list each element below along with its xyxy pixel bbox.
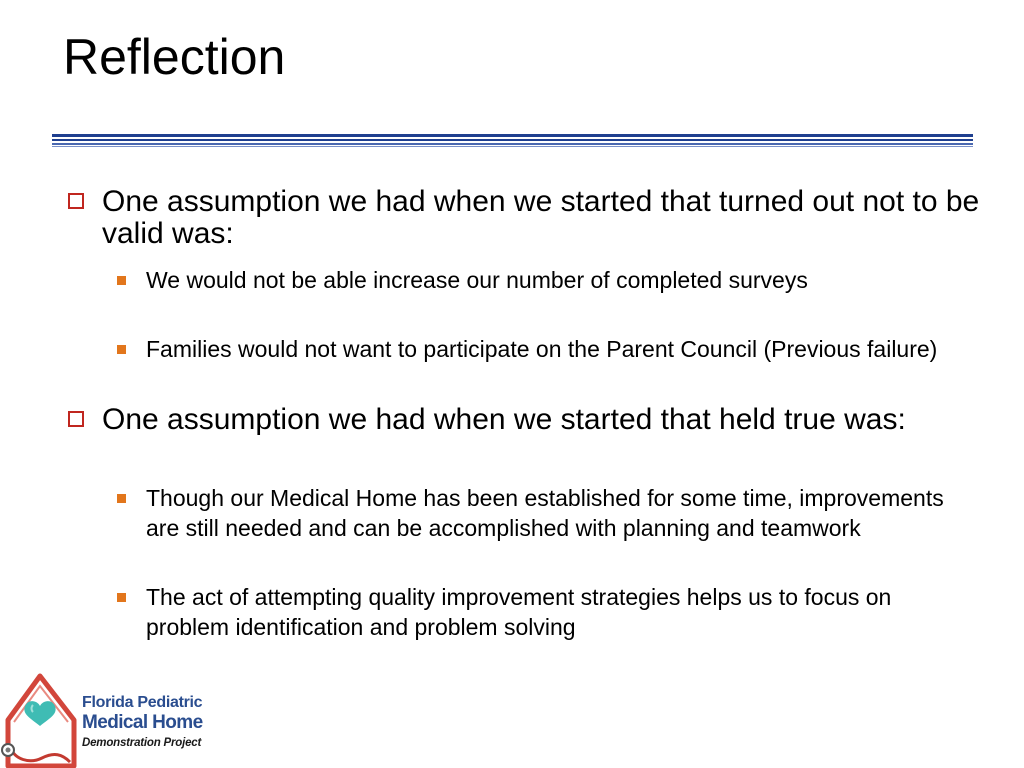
sub-bullet-text: We would not be able increase our number of completed surveys — [146, 267, 808, 293]
bullet-item — [102, 404, 982, 436]
bullet-text: One assumption we had when we started that turned out not to be valid was: — [102, 185, 980, 250]
logo-line1: Florida Pediatric — [82, 694, 203, 711]
square-bullet-icon — [117, 593, 126, 602]
square-bullet-icon — [117, 494, 126, 503]
sub-bullet-item — [146, 265, 966, 295]
logo-line2: Medical Home — [82, 712, 203, 733]
sub-bullet-item — [146, 483, 966, 543]
hollow-square-bullet-icon — [68, 411, 84, 427]
square-bullet-icon — [117, 276, 126, 285]
bullet-text: One assumption we had when we started that held true was: — [102, 403, 906, 436]
sub-bullet-text: Families would not want to participate on the Parent Council (Previous failure) — [146, 336, 938, 362]
sub-bullet-text: Though our Medical Home has been established for some time, improvements are still needed and can be accomplished with planning and teamwork — [146, 485, 944, 541]
florida-pediatric-medical-home-logo — [0, 672, 210, 768]
sub-bullet-item — [146, 334, 966, 364]
logo-line3: Demonstration Project — [82, 737, 202, 749]
square-bullet-icon — [117, 345, 126, 354]
title-divider — [52, 134, 973, 148]
slide-title: Reflection — [63, 29, 286, 85]
hollow-square-bullet-icon — [68, 193, 84, 209]
sub-bullet-text: The act of attempting quality improvement strategies helps us to focus on problem identification and problem solving — [146, 584, 892, 640]
sub-bullet-item — [146, 582, 966, 642]
bullet-item — [102, 186, 982, 250]
